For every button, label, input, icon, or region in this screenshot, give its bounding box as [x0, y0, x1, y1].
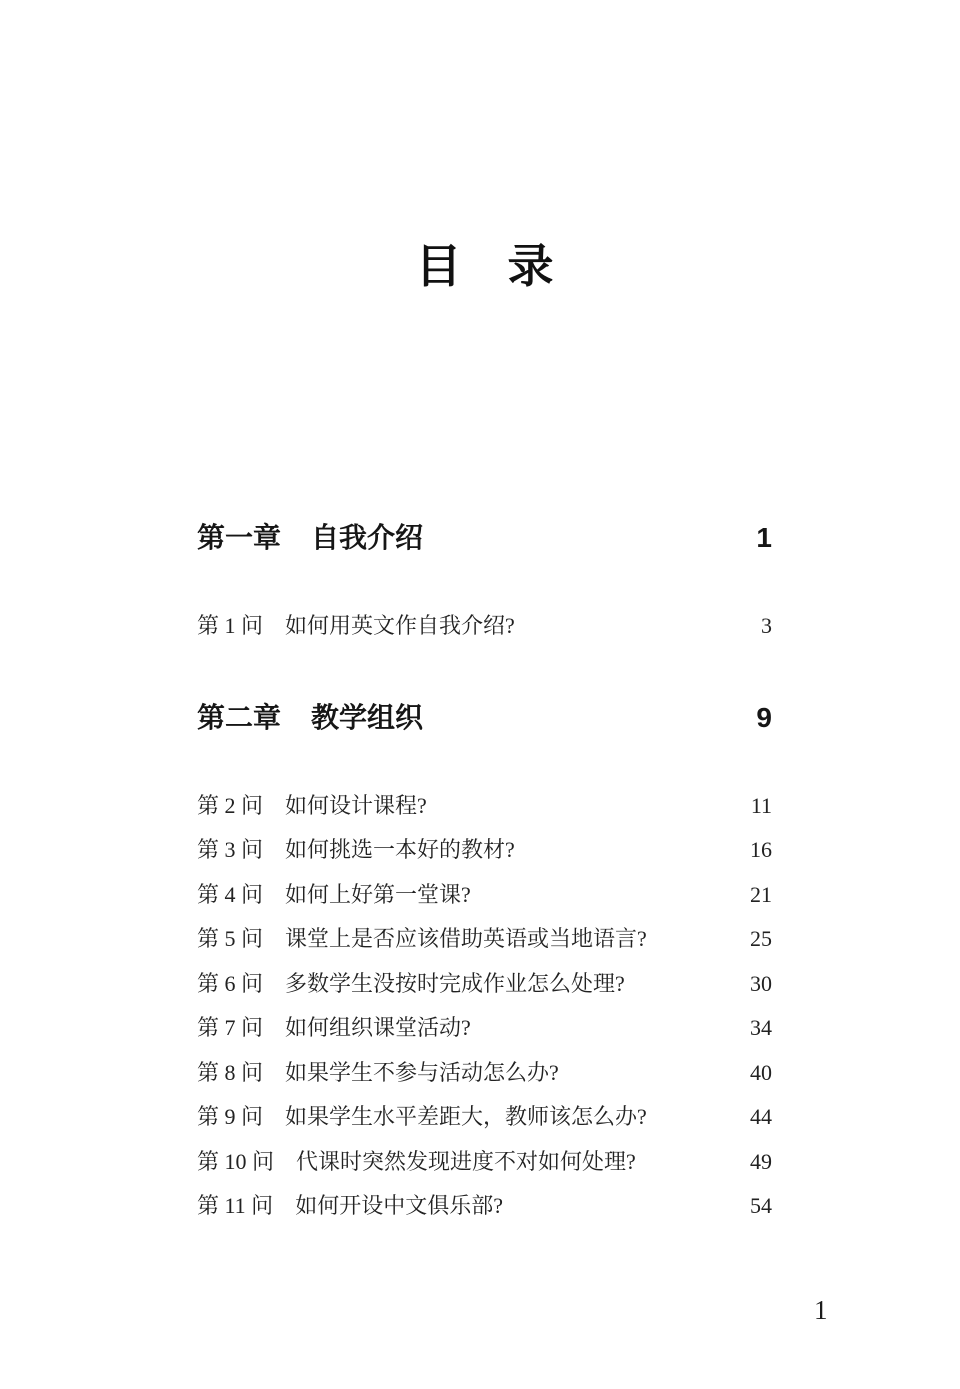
toc-row-text	[197, 1184, 503, 1229]
toc-row-page-number: 54	[750, 1193, 772, 1218]
toc-row-title: 课堂上是否应该借助英语或当地语言?	[285, 926, 647, 951]
toc-row-number-label: 第 5 问	[197, 926, 264, 951]
toc-row-title: 如何开设中文俱乐部?	[295, 1193, 503, 1218]
toc-row-number-label: 第 3 问	[197, 837, 264, 862]
toc-row-title: 如何用英文作自我介绍?	[285, 613, 515, 638]
toc-row-text	[197, 1051, 559, 1096]
toc-row-number-label: 第 4 问	[197, 881, 264, 907]
toc-row-page-number: 44	[750, 1104, 772, 1129]
toc-chapter-row	[197, 696, 772, 740]
toc-row-number-label: 第 10 问	[197, 1148, 275, 1174]
toc-row-number-label: 第二章	[197, 701, 282, 733]
toc-row-title: 如何组织课堂活动?	[285, 1015, 471, 1040]
toc-row-page-number: 34	[750, 1015, 772, 1040]
toc-row-text	[197, 696, 423, 740]
toc-entry-row	[197, 784, 772, 829]
toc-chapter-row	[197, 516, 772, 560]
folio-page-number: 1	[814, 1295, 828, 1325]
toc-entry-row	[197, 917, 772, 962]
toc-row-title: 如何设计课程?	[285, 792, 427, 818]
toc-row-number-label: 第 8 问	[197, 1059, 264, 1085]
page-title: 目 录	[415, 239, 554, 293]
toc-row-title: 如果学生水平差距大，教师该怎么办?	[285, 1104, 647, 1129]
toc-row-page-number: 21	[750, 881, 772, 907]
toc-entry-row	[197, 1184, 772, 1229]
toc-row-number-label: 第 7 问	[197, 1015, 264, 1040]
toc-row-text	[197, 1006, 471, 1051]
toc-row-page-number: 1	[756, 522, 772, 553]
toc-row-number-label: 第 11 问	[197, 1193, 274, 1218]
toc-entry-row	[197, 1006, 772, 1051]
toc-content	[197, 0, 772, 1229]
toc-row-page-number: 9	[756, 701, 772, 733]
toc-row-page-number: 11	[750, 792, 772, 818]
toc-row-number-label: 第 2 问	[197, 792, 264, 818]
toc-row-number-label: 第 6 问	[197, 970, 264, 996]
toc-list	[197, 516, 772, 1229]
toc-entry-row	[197, 873, 772, 918]
toc-row-page-number: 3	[761, 613, 772, 638]
toc-row-text	[197, 784, 427, 829]
toc-entry-row	[197, 828, 772, 873]
toc-row-title: 自我介绍	[311, 522, 424, 553]
toc-row-page-number: 16	[750, 837, 772, 862]
toc-row-number-label: 第一章	[197, 522, 282, 553]
toc-row-page-number: 30	[750, 970, 772, 996]
toc-row-title: 教学组织	[311, 701, 424, 733]
toc-row-text	[197, 604, 515, 649]
toc-row-text	[197, 828, 515, 873]
toc-row-title: 如果学生不参与活动怎么办?	[285, 1059, 559, 1085]
toc-row-text	[197, 1095, 647, 1140]
toc-row-text	[197, 1140, 636, 1185]
toc-entry-row	[197, 1051, 772, 1096]
toc-row-title: 多数学生没按时完成作业怎么处理?	[285, 970, 625, 996]
toc-row-text	[197, 873, 471, 918]
toc-row-number-label: 第 1 问	[197, 613, 264, 638]
toc-entry-row	[197, 1140, 772, 1185]
toc-entry-row	[197, 1095, 772, 1140]
toc-entry-row	[197, 604, 772, 649]
toc-row-page-number: 40	[750, 1059, 772, 1085]
toc-row-page-number: 49	[750, 1148, 772, 1174]
toc-row-title: 如何挑选一本好的教材?	[285, 837, 515, 862]
toc-row-text	[197, 962, 625, 1007]
toc-entry-row	[197, 962, 772, 1007]
toc-row-title: 如何上好第一堂课?	[285, 881, 471, 907]
toc-row-number-label: 第 9 问	[197, 1104, 264, 1129]
toc-row-title: 代课时突然发现进度不对如何处理?	[296, 1148, 636, 1174]
toc-row-page-number: 25	[750, 926, 772, 951]
toc-row-text	[197, 917, 647, 962]
toc-row-text	[197, 516, 423, 560]
